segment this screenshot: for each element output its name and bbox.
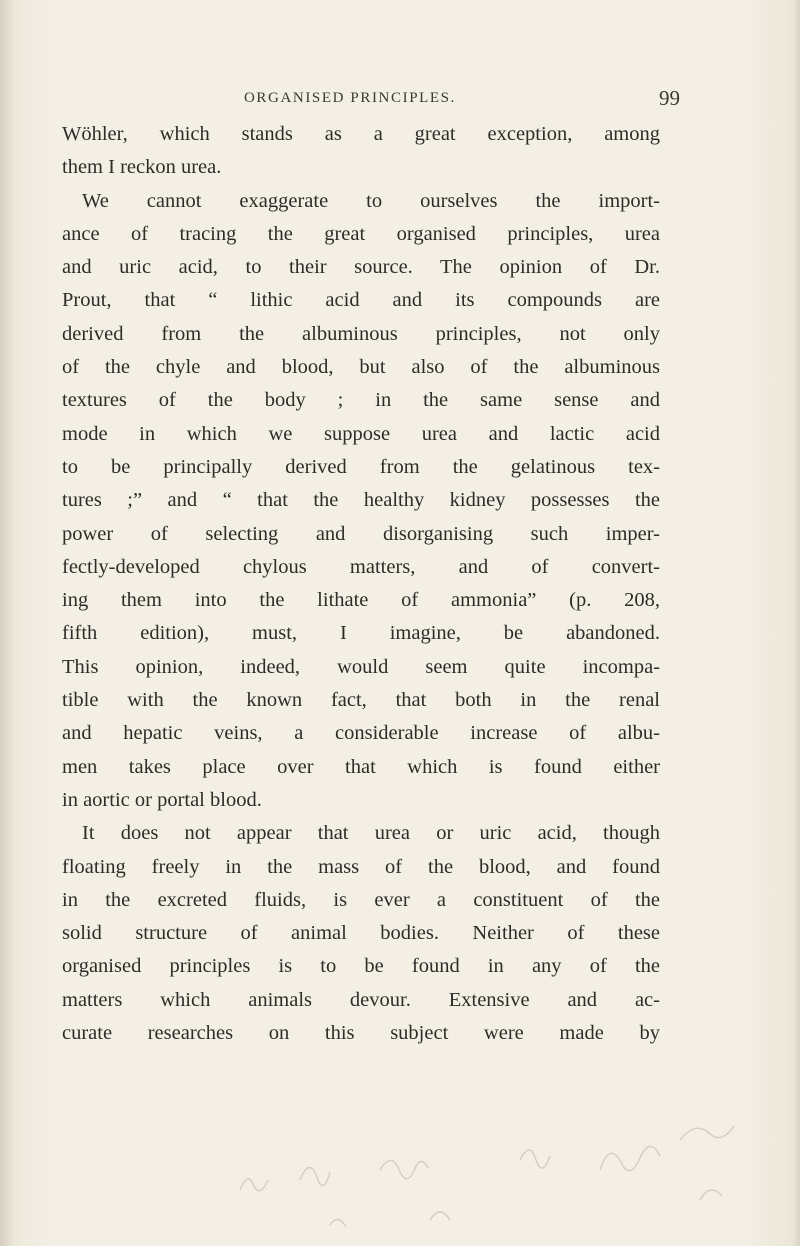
text-line: them I reckon urea.: [62, 156, 222, 179]
text-line: Prout, that “ lithic acid and its compounds are: [62, 289, 660, 312]
text-line: mode in which we suppose urea and lactic acid: [62, 422, 660, 445]
text-line: men takes place over that which is found either: [62, 755, 660, 778]
text-line: fifth edition), must, I imagine, be abandoned.: [62, 622, 660, 645]
text-line: matters which animals devour. Extensive and ac-: [62, 988, 660, 1011]
text-line: Wöhler, which stands as a great exception, among: [62, 123, 660, 145]
text-line: textures of the body ; in the same sense and: [62, 389, 660, 412]
text-line: It does not appear that urea or uric acid, though: [82, 822, 660, 845]
text-line: and hepatic veins, a considerable increase of albu-: [62, 722, 660, 745]
text-line: floating freely in the mass of the blood, and found: [62, 855, 660, 878]
text-line: ing them into the lithate of ammonia” (p. 208,: [62, 589, 660, 612]
binding-edge: [0, 0, 14, 1246]
text-line: curate researches on this subject were made by: [62, 1022, 660, 1045]
text-line: derived from the albuminous principles, not only: [62, 322, 660, 345]
text-line: power of selecting and disorganising such imper-: [62, 522, 660, 545]
text-line: to be principally derived from the gelatinous tex-: [62, 455, 660, 478]
text-line: fectly-developed chylous matters, and of convert-: [62, 555, 660, 578]
text-line: of the chyle and blood, but also of the albuminous: [62, 356, 660, 379]
running-head: [60, 88, 680, 112]
text-line: This opinion, indeed, would seem quite incompa-: [62, 655, 660, 678]
text-line: and uric acid, to their source. The opinion of Dr.: [62, 256, 660, 279]
text-line: tible with the known fact, that both in the renal: [62, 689, 660, 712]
text-line: solid structure of animal bodies. Neither of these: [62, 922, 660, 945]
text-line: in aortic or portal blood.: [62, 788, 262, 811]
body-text: [62, 118, 660, 1050]
text-line: in the excreted fluids, is ever a constituent of the: [62, 888, 660, 911]
text-line: We cannot exaggerate to ourselves the import-: [82, 189, 660, 212]
page-number: 99: [659, 86, 680, 110]
text-line: tures ;” and “ that the healthy kidney possesses the: [62, 489, 660, 512]
page-edge: [792, 0, 800, 1246]
text-line: ance of tracing the great organised principles, urea: [62, 222, 660, 245]
running-head-title: ORGANISED PRINCIPLES.: [244, 90, 456, 106]
text-line: organised principles is to be found in any of the: [62, 955, 660, 978]
